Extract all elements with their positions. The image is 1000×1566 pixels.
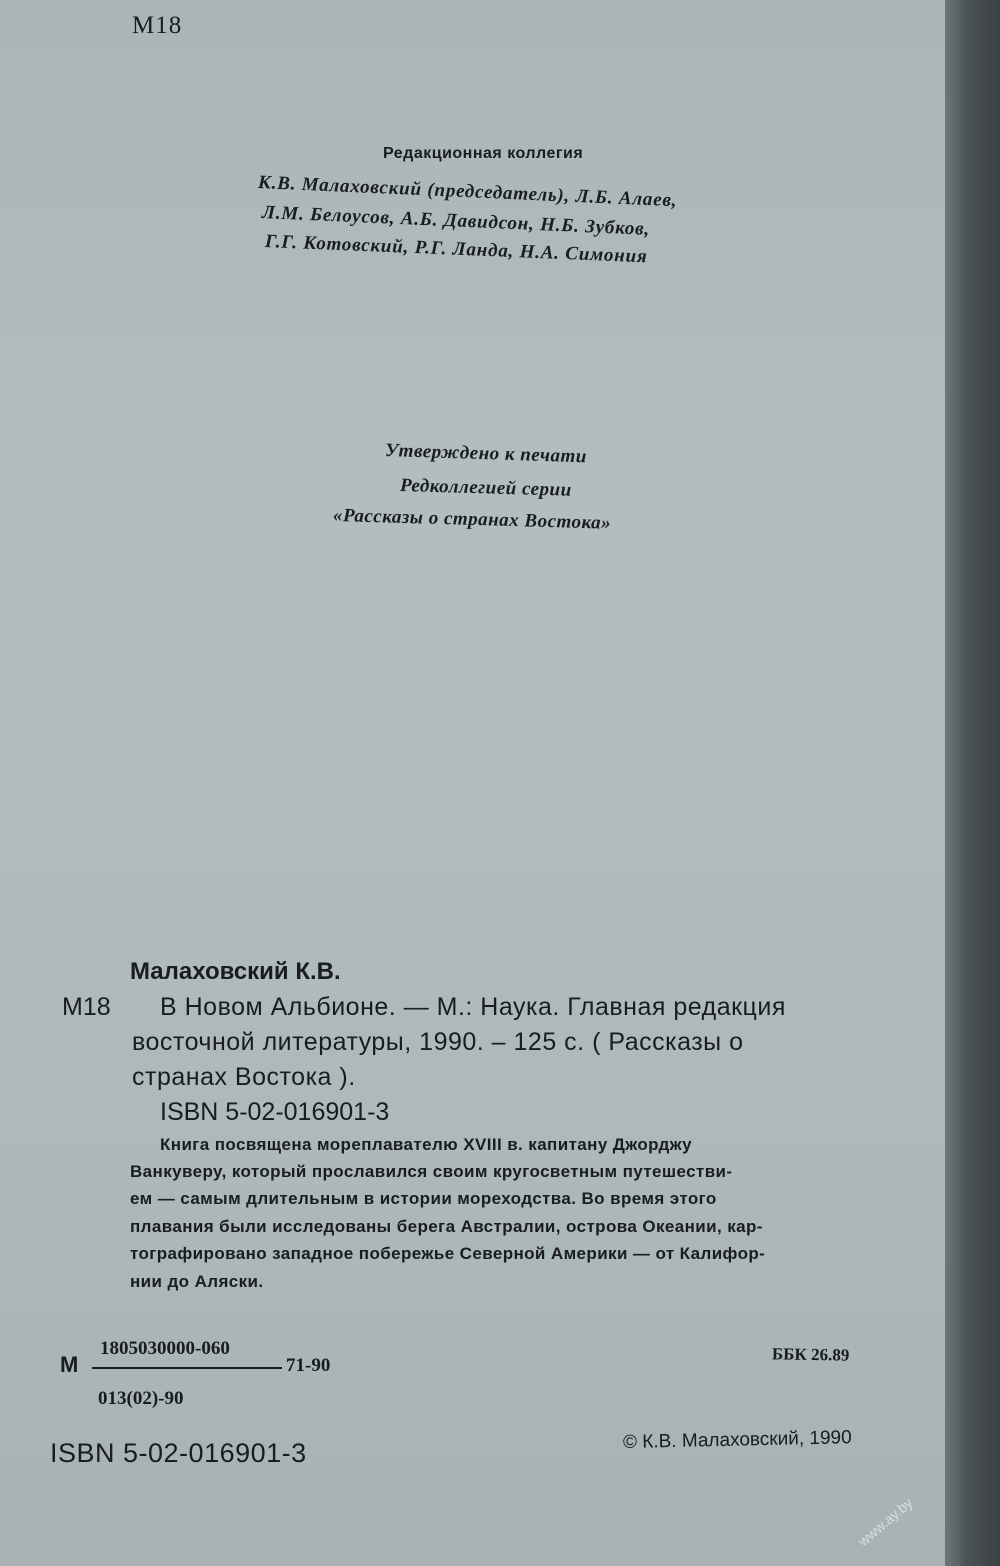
editorial-board-line: К.В. Малаховский (председатель), Л.Б. Алаев,	[257, 172, 678, 212]
index-fraction-right: 71-90	[286, 1355, 331, 1376]
approval-line: Редколлегией серии	[399, 475, 573, 501]
annotation-line: плавания были исследованы берега Австралии, острова Океании, кар-	[130, 1217, 763, 1236]
index-fraction-top: 1805030000-060	[100, 1338, 230, 1359]
editorial-board-title: Редакционная коллегия	[383, 145, 584, 162]
editorial-board-line: Г.Г. Котовский, Р.Г. Ланда, Н.А. Симония	[264, 231, 648, 268]
copyright: © К.В. Малаховский, 1990	[622, 1427, 852, 1453]
index-letter: М	[60, 1352, 79, 1377]
top-code: M18	[132, 12, 183, 39]
bibliographic-line: В Новом Альбионе. — М.: Наука. Главная редакция	[160, 993, 786, 1021]
catalog-author: Малаховский К.В.	[130, 958, 341, 985]
catalog-isbn: ISBN 5-02-016901-3	[160, 1098, 390, 1126]
editorial-board-line: Л.М. Белоусов, А.Б. Давидсон, Н.Б. Зубков,	[261, 202, 651, 240]
annotation-line: тографировано западное побережье Северной Америки — от Калифор-	[130, 1244, 766, 1263]
approval-line: «Рассказы о странах Востока»	[332, 505, 612, 534]
annotation-line: нии до Аляски.	[130, 1272, 264, 1291]
annotation-line: ем — самым длительным в истории мореходства. Во время этого	[130, 1189, 717, 1208]
approval-line: Утверждено к печати	[384, 440, 588, 468]
annotation-line: Ванкуверу, который прославился своим кругосветным путешестви-	[130, 1162, 733, 1181]
fraction-divider	[92, 1367, 282, 1369]
annotation-line: Книга посвящена мореплавателю XVIII в. капитану Джорджу	[160, 1135, 692, 1154]
footer-isbn: ISBN 5-02-016901-3	[50, 1438, 307, 1468]
bibliographic-line: странах Востока ).	[132, 1063, 356, 1091]
bibliographic-line: восточной литературы, 1990. – 125 с. ( Рассказы о	[132, 1028, 744, 1056]
watermark: www.ay.by	[854, 1494, 916, 1550]
index-fraction-bottom: 013(02)-90	[98, 1388, 184, 1409]
page-edge-shadow	[945, 0, 1000, 1566]
bbk-code: ББК 26.89	[771, 1344, 850, 1365]
catalog-code: М18	[62, 993, 111, 1021]
